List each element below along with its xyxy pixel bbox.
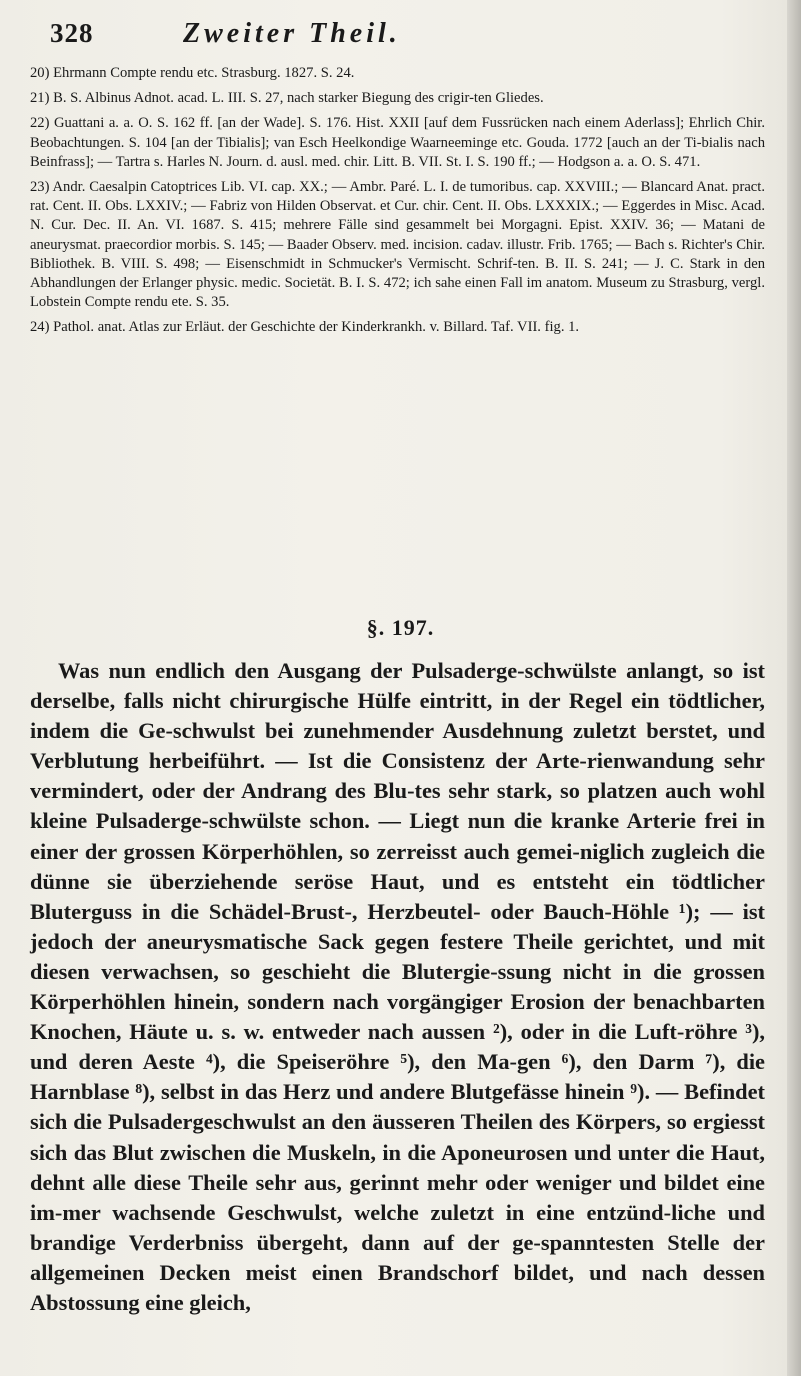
footnote-24: 24) Pathol. anat. Atlas zur Erläut. der Geschichte der Kinderkrankh. v. Billard. Taf. VII. fig. 1. xyxy=(30,319,580,336)
running-head: Zweiter Theil. xyxy=(183,18,401,49)
footnote-23: 23) Andr. Caesalpin Catoptrices Lib. VI. cap. XX.; — Ambr. Paré. L. I. de tumoribus. cap. XXVIII.; — Blancard Anat. pract. rat. Cent. II. Obs. LXXIV.; — Fabriz von Hilden Observat. et Cur. chir. Cent. II. Obs. LXXXIX.; — Eggerdes in Misc. Acad. N. Cur. Dec. II. An. VI. 1687. S. 415; mehrere Fälle sind gesammelt bei Morgagni. Epist. XXIV. 36; — Matani de aneurysmat. praecordior morbis. S. 145; — Baader Observ. med. incision. cadav. illustr. Frib. 1765; — Bach s. Richter's Chir. Bibliothek. B. VIII. S. 498; — Eisenschmidt in Schmucker's Vermischt. Schrif-ten. B. II. S. 241; — J. C. Stark in den Abhandlungen der Erlanger physic. medic. Societät. B. I. S. 472; ich sahe einen Fall im anatom. Museum zu Strasburg, vergl. Lobstein Compte rendu ete. S. 35. xyxy=(30,179,765,311)
footnote-20: 20) Ehrmann Compte rendu etc. Strasburg. 1827. S. 24. xyxy=(30,65,355,81)
footnotes-block xyxy=(30,64,765,344)
page-edge xyxy=(787,0,801,1376)
section-heading: §. 197. xyxy=(366,615,435,640)
footnote-21: 21) B. S. Albinus Adnot. acad. L. III. S. 27, nach starker Biegung des crigir-ten Gliedes. xyxy=(30,90,544,107)
main-text xyxy=(30,656,765,1318)
page-header xyxy=(50,18,750,58)
footnote-22: 22) Guattani a. a. O. S. 162 ff. [an der Wade]. S. 176. Hist. XXII [auf dem Fussrücken nach einem Aderlass]; Ehrlich Chir. Beobachtungen. S. 104 [an der Tibialis]; van Esch Heelkondige Waarneeminge etc. Gouda. 1772 [auch an der Ti-bialis nach Beinfrass]; — Tartra s. Harles N. Journ. d. ausl. med. chir. Litt. B. VII. St. I. S. 190 ff.; — Hodgson a. a. O. S. 471. xyxy=(30,115,765,170)
body-paragraph: Was nun endlich den Ausgang der Pulsaderge-schwülste anlangt, so ist derselbe, falls nicht chirurgische Hülfe eintritt, in der Regel ein tödtlicher, indem die Ge-schwulst bei zunehmender Ausdehnung zuletzt berstet, und Verblutung herbeiführt. — Ist die Consistenz der Arte-rienwandung sehr vermindert, oder der Andrang des Blu-tes sehr stark, so platzen auch wohl kleine Pulsaderge-schwülste schon. — Liegt nun die kranke Arterie frei in einer der grossen Körperhöhlen, so zerreisst auch gemei-niglich zugleich die dünne sie überziehende seröse Haut, und es entsteht ein tödtlicher Bluterguss in die Schädel-Brust-, Herzbeutel- oder Bauch-Höhle ¹); — ist jedoch der aneurysmatische Sack gegen festere Theile gerichtet, und mit diesen verwachsen, so geschieht die Blutergie-ssung nicht in die grossen Körperhöhlen hinein, sondern nach vorgängiger Erosion der benachbarten Knochen, Häute u. s. w. entweder nach aussen ²), oder in die Luft-röhre ³), und deren Aeste ⁴), die Speiseröhre ⁵), den Ma-gen ⁶), den Darm ⁷), die Harnblase ⁸), selbst in das Herz und andere Blutgefässe hinein ⁹). — Befindet sich die Pulsadergeschwulst an den äusseren Theilen des Körpers, so ergiesst sich das Blut zwischen die Muskeln, in die Aponeurosen und unter die Haut, dehnt alle diese Theile sehr aus, gerinnt mehr oder weniger und bildet eine im-mer wachsende Geschwulst, welche zuletzt in eine entzünd-liche und brandige Verderbniss übergeht, dann auf der ge-spanntesten Stelle der allgemeinen Decken meist einen Brandschorf bildet, und nach dessen Abstossung eine gleich, xyxy=(30,658,765,1315)
page-number: 328 xyxy=(50,18,94,48)
